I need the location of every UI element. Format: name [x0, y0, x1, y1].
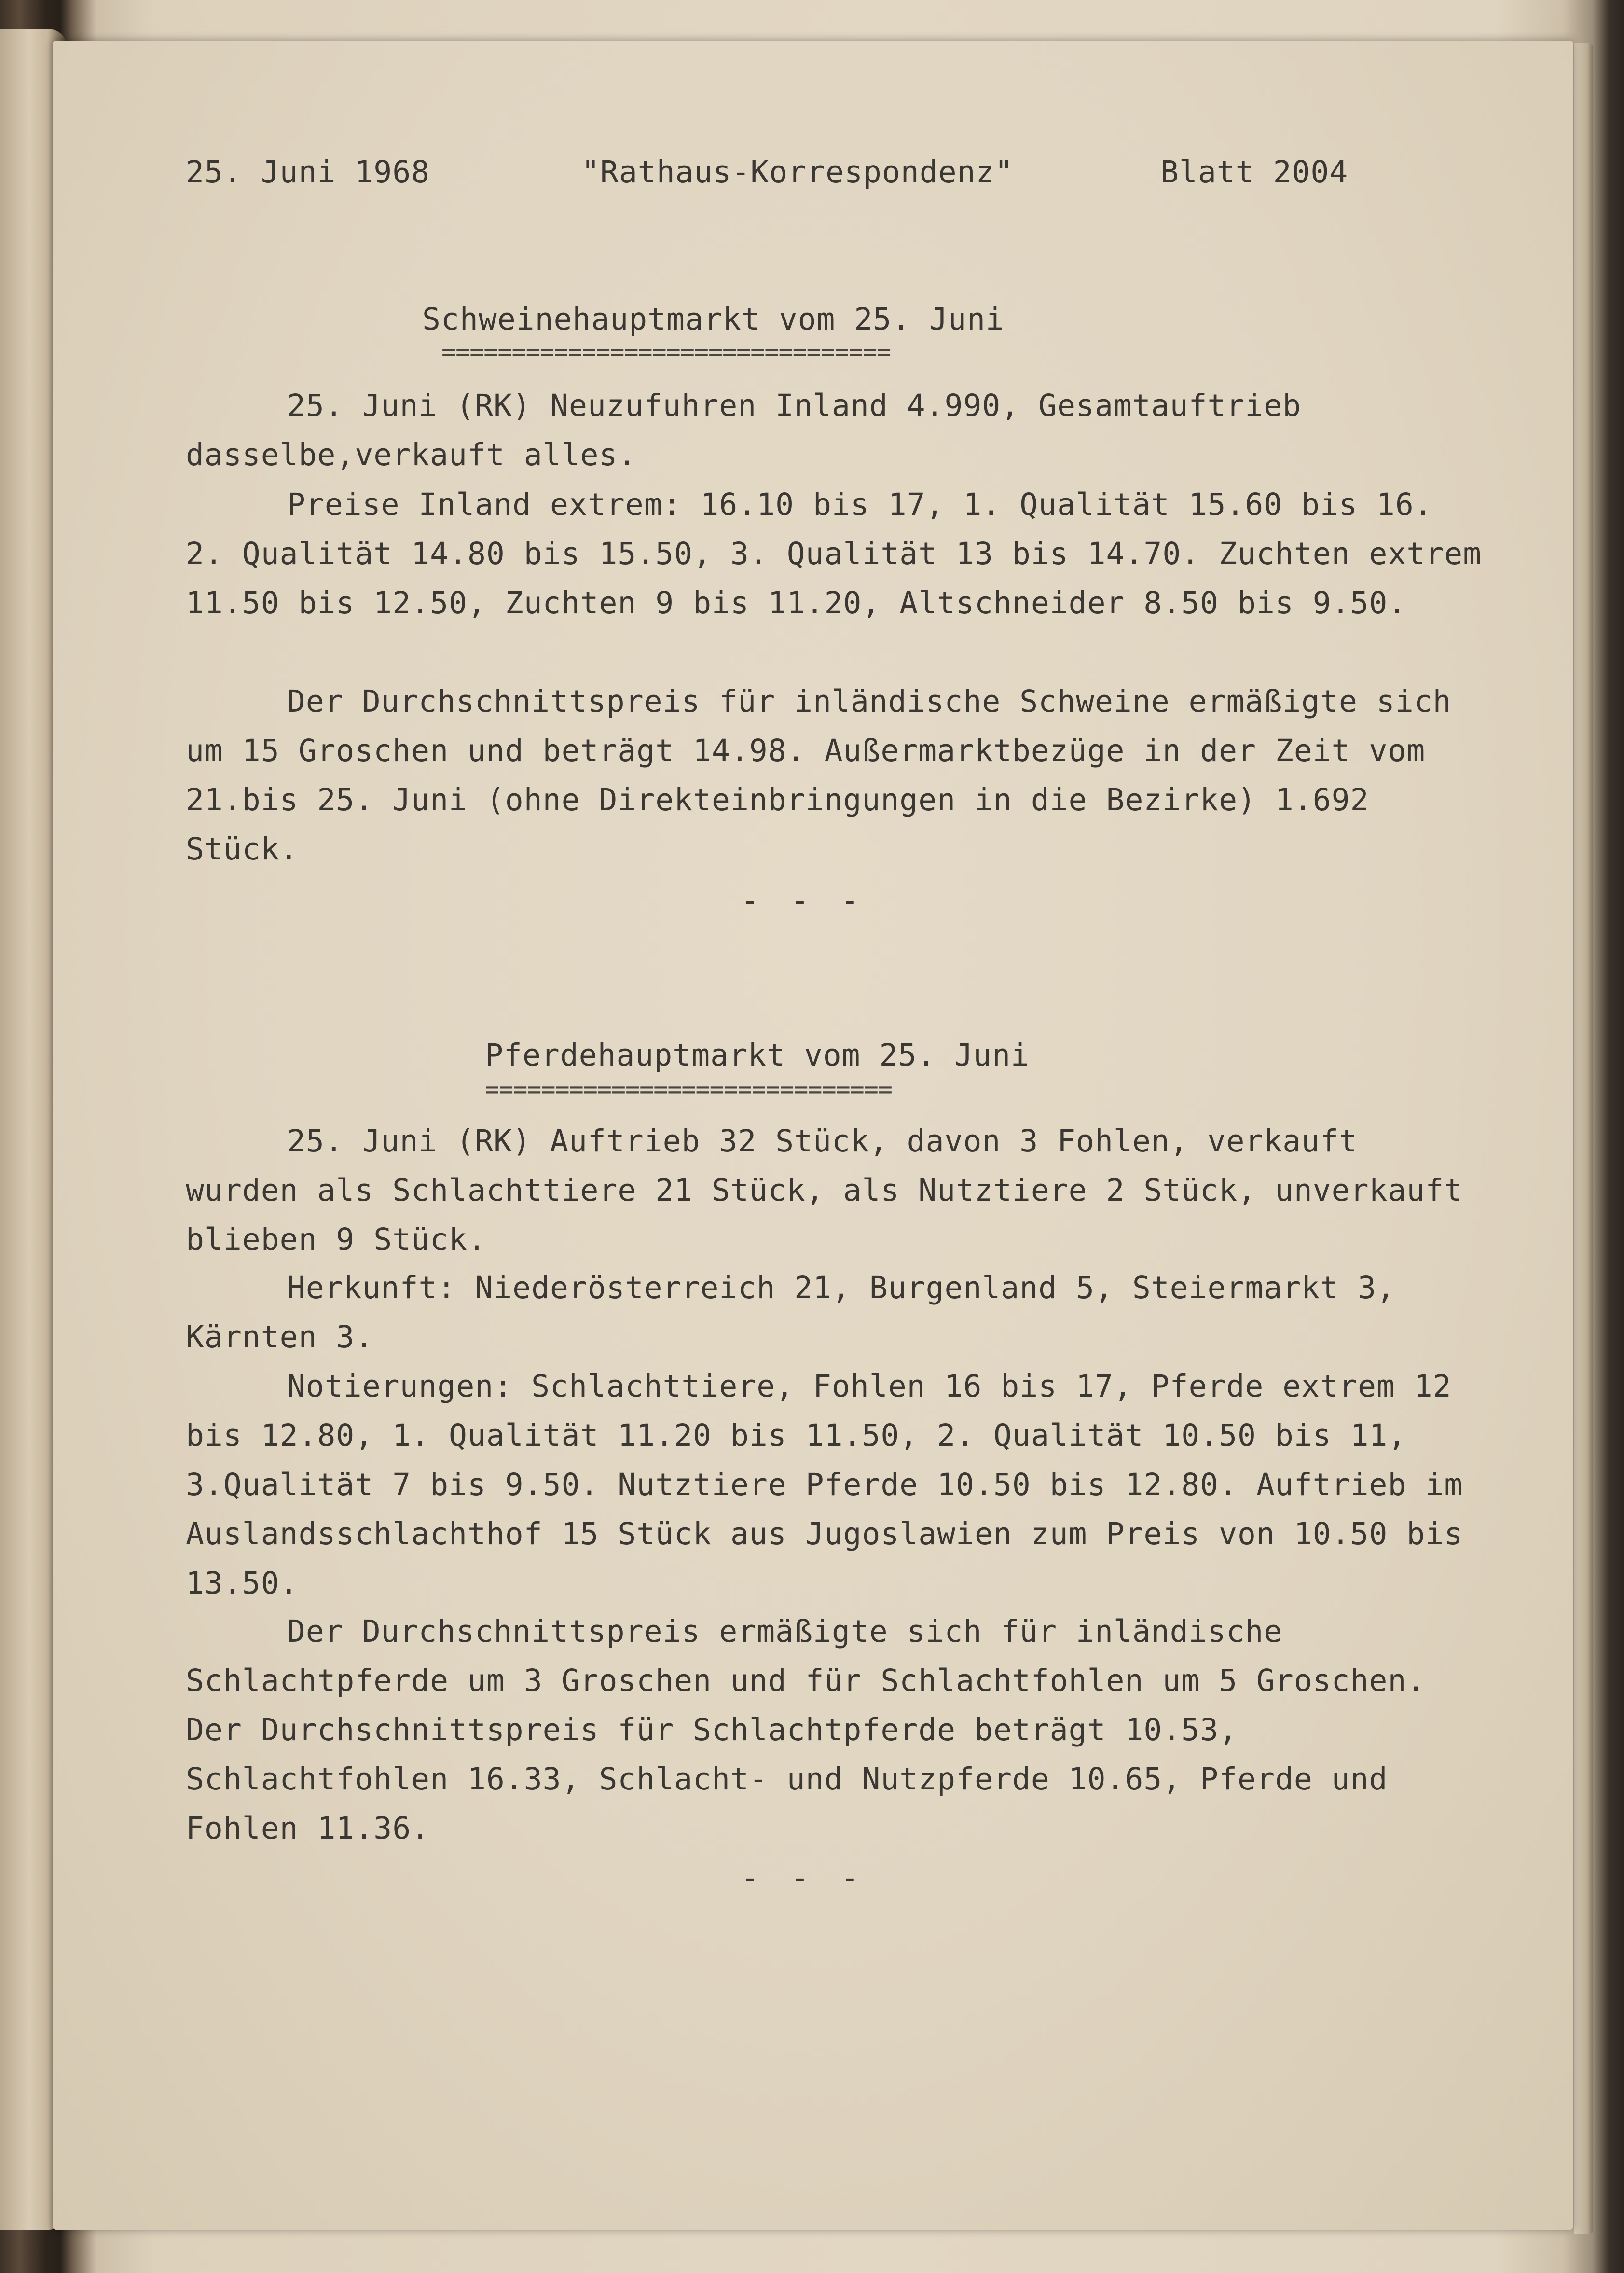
section-underline-pferdehauptmarkt: =============================	[485, 1075, 892, 1103]
header-page-number: Blatt 2004	[1160, 154, 1349, 190]
header-date: 25. Juni 1968	[186, 154, 430, 190]
paragraph-schwein-3: Der Durchschnittspreis für inländische Schweine ermäßigte sich um 15 Groschen und beträgt 14.98. Außermarktbezüge in der Zeit vom 21.bis 25. Juni (ohne Direkteinbringungen in die Bezirke) 1.692 Stück.	[186, 684, 1452, 867]
section-title-schweinehauptmarkt: Schweinehauptmarkt vom 25. Juni	[422, 302, 1005, 337]
section-title-pferdehauptmarkt: Pferdehauptmarkt vom 25. Juni	[485, 1038, 1030, 1073]
section-end-mark-schwein: - - -	[741, 883, 866, 918]
paragraph-pferd-1: 25. Juni (RK) Auftrieb 32 Stück, davon 3 Fohlen, verkauft wurden als Schlachttiere 21 Stück, als Nutztiere 2 Stück, unverkauft blieben 9 Stück.	[186, 1123, 1463, 1257]
paragraph-schwein-2: Preise Inland extrem: 16.10 bis 17, 1. Qualität 15.60 bis 16. 2. Qualität 14.80 bis 15.50, 3. Qualität 13 bis 14.70. Zuchten extrem 11.50 bis 12.50, Zuchten 9 bis 11.20, Altschneider 8.50 bis 9.50.	[186, 487, 1482, 621]
paragraph-schwein-1: 25. Juni (RK) Neuzufuhren Inland 4.990, Gesamtauftrieb dasselbe,verkauft alles.	[186, 388, 1302, 472]
paragraph-pferd-4: Der Durchschnittspreis ermäßigte sich für inländische Schlachtpferde um 3 Groschen und für Schlachtfohlen um 5 Groschen. Der Durchschnittspreis für Schlachtpferde beträgt 10.53, Schlachtfohlen 16.33, Schlacht- und Nutzpferde 10.65, Pferde und Fohlen 11.36.	[186, 1614, 1426, 1846]
header-publication: "Rathaus-Korrespondenz"	[581, 154, 1014, 190]
section-end-mark-pferd: - - -	[741, 1860, 866, 1896]
page-edge	[1574, 43, 1593, 2234]
section-underline-schweinehauptmarkt: ================================	[441, 338, 891, 366]
paragraph-pferd-3: Notierungen: Schlachttiere, Fohlen 16 bis 17, Pferde extrem 12 bis 12.80, 1. Qualität 11.20 bis 11.50, 2. Qualität 10.50 bis 11, 3.Qualität 7 bis 9.50. Nutztiere Pferde 10.50 bis 12.80. Auftrieb im Auslandsschlachthof 15 Stück aus Jugoslawien zum Preis von 10.50 bis 13.50.	[186, 1369, 1463, 1601]
paragraph-pferd-2: Herkunft: Niederösterreich 21, Burgenland 5, Steiermarkt 3, Kärnten 3.	[186, 1270, 1395, 1355]
